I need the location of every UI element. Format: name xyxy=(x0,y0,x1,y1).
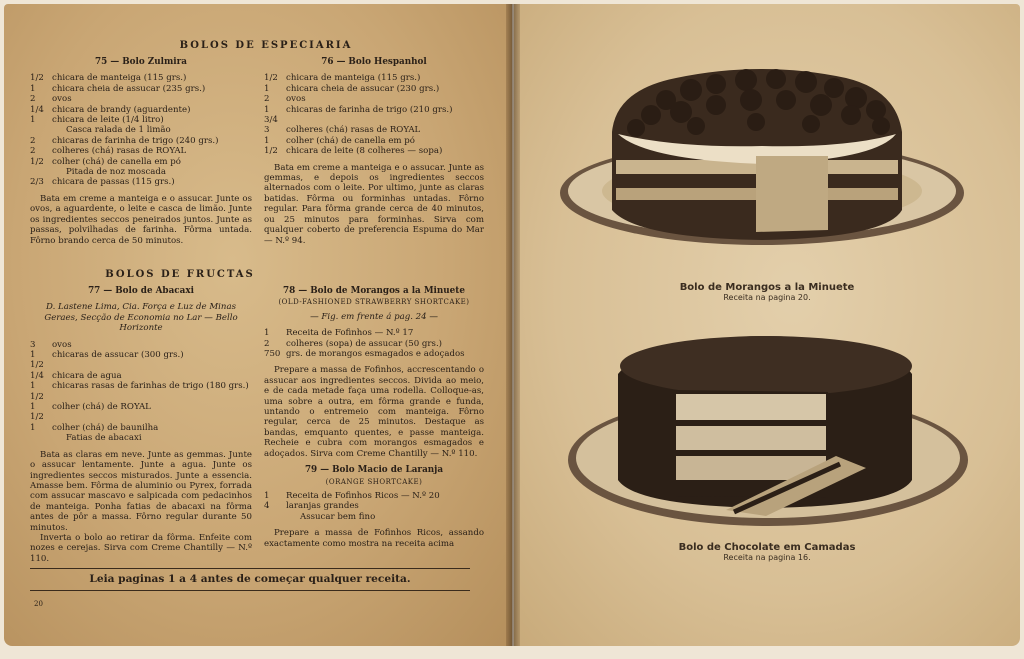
caption-subtitle: Receita na pagina 16. xyxy=(723,553,811,562)
ingredient-row xyxy=(30,167,252,177)
ingredient-text: chicara de manteiga (115 grs.) xyxy=(286,73,421,84)
footer-rule-top xyxy=(30,568,470,569)
recipe-75 xyxy=(30,57,252,246)
footer-note: Leia paginas 1 a 4 antes de começar qualquer receita. xyxy=(89,573,411,585)
ingredient-text: colheres (chá) rasas de ROYAL xyxy=(52,146,187,157)
right-column xyxy=(264,57,484,246)
ingredient-text: chicara de passas (115 grs.) xyxy=(52,177,175,188)
caption-subtitle: Receita na pagina 20. xyxy=(723,293,811,302)
ingredient-row xyxy=(30,94,252,104)
ingredient-quantity: 2 xyxy=(30,94,36,105)
ingredient-quantity: 1 xyxy=(30,115,36,126)
ingredient-row xyxy=(264,501,484,511)
ingredient-quantity: 1 xyxy=(264,328,270,339)
ingredient-quantity: 2 xyxy=(30,135,36,146)
recipe-79 xyxy=(264,465,484,549)
recipe-method: Prepare a massa de Fofinhos, accrescentando o assucar aos ingredientes seccos. Divida ao meio, e de cada metade faça uma rodella. Colloque-as, uma sobre a outra, em fôrma grande e funda, untando o entremeio com manteiga. Fôrno regular, cerca de 25 minutos. Destaque as bandas, emquanto quentes, e passe manteiga. Recheie e cubra com morangos esmagados e adoçados. Sirva com Creme Chantilly — N.º 110. xyxy=(264,365,484,459)
ingredient-row xyxy=(264,339,484,349)
ingredient-row xyxy=(30,423,252,433)
caption-title: Bolo de Morangos a la Minuete xyxy=(679,282,855,293)
ingredient-row xyxy=(30,146,252,156)
ingredient-list xyxy=(30,73,252,187)
recipe-method: Prepare a massa de Fofinhos Ricos, assando exactamente como mostra na receita acima xyxy=(264,528,484,549)
ingredient-row xyxy=(264,146,484,156)
recipe-method-continued: Inverta o bolo ao retirar da fôrma. Enfeite com nozes e cerejas. Sirva com Creme Chantilly — N.º 110. xyxy=(30,532,252,564)
recipe-method: Bata em creme a manteiga e o assucar. Junte as gemmas, e depois os ingredientes seccos alternados com o leite. Por ultimo, junte as claras batidas. Fôrma ou forminhas untadas. Fôrno regular. Para fôrma grande cerca de 40 minutos, ou 25 minutos para forminhas. Sirva com qualquer coberto de preferencia Espuma do Mar — N.º 94. xyxy=(264,162,484,246)
ingredient-row xyxy=(30,136,252,146)
ingredient-quantity: 2 xyxy=(30,146,36,157)
ingredient-text: chicara de brandy (aguardente) xyxy=(52,104,191,115)
ingredient-text: colher (chá) de canella em pó xyxy=(52,156,181,167)
recipe-subtitle: (OLD-FASHIONED STRAWBERRY SHORTCAKE) xyxy=(278,298,470,307)
recipe-method: Bata em creme a manteiga e o assucar. Junte os ovos, a aguardente, o leite e casca de limão. Junte os ingredientes seccos peneirados juntos. Junte as passas, polvilhadas de farinha. Fôrma untada. Fôrno brando cerca de 50 minutos. xyxy=(30,193,252,246)
ingredient-text: Pitada de noz moscada xyxy=(66,167,167,178)
ingredient-text: chicara de manteiga (115 grs.) xyxy=(52,73,187,84)
ingredient-text: chicaras rasas de farinhas de trigo (180 grs.) xyxy=(52,381,249,392)
ingredient-row xyxy=(30,381,252,402)
recipe-78 xyxy=(264,286,484,459)
ingredient-quantity: 1 xyxy=(264,83,270,94)
ingredient-text: colheres (sopa) de assucar (50 grs.) xyxy=(286,338,443,349)
ingredient-row xyxy=(30,125,252,135)
ingredient-text: ovos xyxy=(286,94,306,105)
cake-top xyxy=(620,336,912,396)
ingredient-text: colher (chá) de ROYAL xyxy=(52,402,151,413)
ingredient-text: chicara cheia de assucar (235 grs.) xyxy=(52,83,206,94)
ingredient-text: colher (chá) de canella em pó xyxy=(286,135,415,146)
ingredient-row xyxy=(264,136,484,146)
ingredient-row xyxy=(30,84,252,94)
ingredient-text: grs. de morangos esmagados e adoçados xyxy=(286,349,465,360)
ingredient-row xyxy=(264,84,484,94)
ingredient-text: Casca ralada de 1 limão xyxy=(66,125,171,136)
ingredient-quantity: 3 xyxy=(264,125,270,136)
ingredient-quantity: 1 xyxy=(30,83,36,94)
cake-slice-cut xyxy=(756,156,828,232)
ingredient-row xyxy=(264,94,484,104)
ingredient-list xyxy=(264,491,484,522)
ingredient-quantity: 4 xyxy=(264,501,270,512)
ingredient-quantity: 3 xyxy=(30,339,36,350)
ingredient-text: colher (chá) de baunilha xyxy=(52,422,159,433)
left-column-lower xyxy=(30,286,252,564)
figure-reference: — Fig. em frente á pag. 24 — xyxy=(310,311,438,322)
ingredient-text: chicara de leite (8 colheres — sopa) xyxy=(286,146,443,157)
ingredient-list xyxy=(30,340,252,444)
ingredient-quantity: 1 1/2 xyxy=(30,381,44,402)
section-heading-especiaria: BOLOS DE ESPECIARIA xyxy=(179,40,353,51)
recipe-subtitle: (ORANGE SHORTCAKE) xyxy=(325,477,423,486)
ingredient-quantity xyxy=(30,125,52,135)
ingredient-row xyxy=(264,349,484,359)
ingredient-row xyxy=(264,125,484,135)
ingredient-quantity: 2 xyxy=(264,94,270,105)
ingredient-row xyxy=(30,73,252,83)
caption-strawberry xyxy=(514,282,1020,302)
recipe-credit: D. Lastene Lima, Cia. Força e Luz de Minas Geraes, Secção de Economia no Lar — Bello Horizonte xyxy=(44,302,238,334)
ingredient-row xyxy=(30,177,252,187)
right-column-lower xyxy=(264,286,484,549)
ingredient-quantity: 750 xyxy=(264,349,281,360)
ingredient-quantity xyxy=(30,167,52,177)
ingredient-quantity: 1/4 xyxy=(30,370,44,381)
recipe-title: 76 — Bolo Hespanhol xyxy=(321,57,427,67)
ingredient-text: laranjas grandes xyxy=(286,501,359,512)
recipe-title: 79 — Bolo Macio de Laranja xyxy=(304,465,444,476)
ingredient-quantity: 1 3/4 xyxy=(264,104,278,126)
ingredient-row xyxy=(30,350,252,371)
ingredient-list xyxy=(264,73,484,156)
strawberry-cake-illustration xyxy=(556,60,968,260)
ingredient-text: Receita de Fofinhos Ricos — N.º 20 xyxy=(286,490,440,501)
ingredient-quantity xyxy=(30,433,52,443)
chocolate-cake-illustration xyxy=(566,330,970,530)
recipe-title: 77 — Bolo de Abacaxi xyxy=(88,286,194,296)
ingredient-quantity: 2 xyxy=(264,338,270,349)
ingredient-text: chicaras de farinha de trigo (210 grs.) xyxy=(286,104,453,115)
ingredient-quantity xyxy=(264,512,286,522)
ingredient-quantity: 1/2 xyxy=(30,156,44,167)
ingredient-row xyxy=(30,402,252,423)
left-column xyxy=(30,57,252,246)
ingredient-quantity: 1 xyxy=(264,490,270,501)
page-number: 20 xyxy=(34,600,43,608)
section-heading-fructas: BOLOS DE FRUCTAS xyxy=(105,269,255,280)
ingredient-quantity: 1/4 xyxy=(30,104,44,115)
ingredient-text: ovos xyxy=(52,339,72,350)
ingredient-text: colheres (chá) rasas de ROYAL xyxy=(286,125,421,136)
ingredient-text: Receita de Fofinhos — N.º 17 xyxy=(286,328,414,339)
ingredient-quantity: 1/2 xyxy=(30,73,44,84)
ingredient-row xyxy=(30,433,252,443)
ingredient-row xyxy=(30,157,252,167)
ingredient-quantity: 1 1/2 xyxy=(30,350,44,371)
cake-layer-2 xyxy=(676,426,826,450)
ingredient-row xyxy=(30,105,252,115)
recipe-title: 75 — Bolo Zulmira xyxy=(95,57,187,67)
ingredient-text: chicaras de assucar (300 grs.) xyxy=(52,350,184,361)
ingredient-text: chicara cheia de assucar (230 grs.) xyxy=(286,83,440,94)
ingredient-text: ovos xyxy=(52,94,72,105)
ingredient-quantity: 1 1/2 xyxy=(30,402,44,423)
ingredient-row xyxy=(264,73,484,83)
ingredient-row xyxy=(30,115,252,125)
recipe-76 xyxy=(264,57,484,246)
ingredient-row xyxy=(30,340,252,350)
ingredient-quantity: 1 xyxy=(264,135,270,146)
ingredient-text: chicara de leite (1/4 litro) xyxy=(52,115,164,126)
ingredient-row xyxy=(30,371,252,381)
ingredient-row xyxy=(264,328,484,338)
caption-title: Bolo de Chocolate em Camadas xyxy=(678,542,856,553)
ingredient-row xyxy=(264,512,484,522)
recipe-77 xyxy=(30,286,252,564)
ingredient-text: chicaras de farinha de trigo (240 grs.) xyxy=(52,135,219,146)
ingredient-text: Assucar bem fino xyxy=(300,511,376,522)
cake-layer-1 xyxy=(676,394,826,420)
ingredient-text: Fatias de abacaxi xyxy=(66,433,142,444)
recipe-method: Bata as claras em neve. Junte as gemmas. Junte o assucar lentamente. Junte a agua. Junte os ingredientes seccos misturados. Junte a essencia. Amasse bem. Fôrma de aluminio ou Pyrex, forrada com assucar mascavo e salpicada com pedacinhos de manteiga. Ponha fatias de abacaxi na fôrma antes de pôr a massa. Fôrno regular durante 50 minutos. xyxy=(30,449,252,533)
ingredient-row xyxy=(264,491,484,501)
ingredient-quantity: 1/2 xyxy=(264,146,278,157)
ingredient-quantity: 1/2 xyxy=(264,73,278,84)
ingredient-text: chicara de agua xyxy=(52,370,122,381)
ingredient-quantity: 1 xyxy=(30,422,36,433)
footer-rule-bottom xyxy=(30,590,470,591)
ingredient-list xyxy=(264,328,484,359)
ingredient-quantity: 2/3 xyxy=(30,177,44,188)
ingredient-row xyxy=(264,105,484,126)
caption-chocolate xyxy=(514,542,1020,562)
recipe-title: 78 — Bolo de Morangos a la Minuete xyxy=(283,286,465,296)
